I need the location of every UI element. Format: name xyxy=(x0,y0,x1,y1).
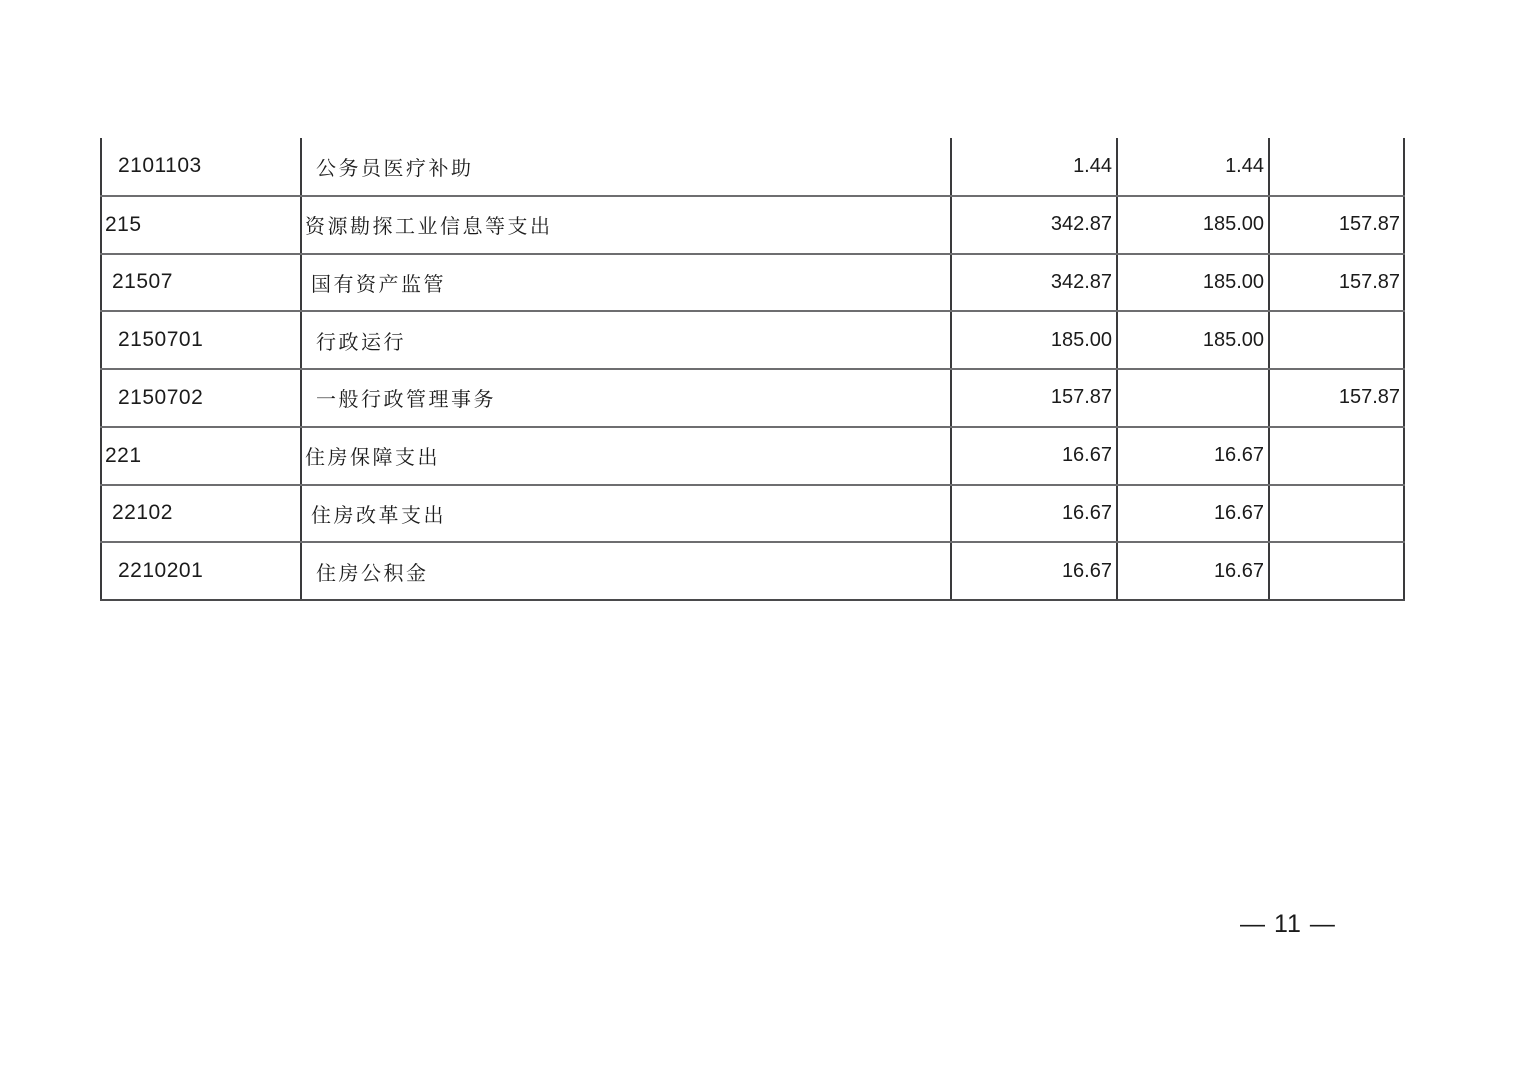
amount-cell xyxy=(1269,485,1404,543)
table-row xyxy=(101,254,1404,312)
amount-cell: 342.87 xyxy=(951,196,1117,254)
amount-cell: 185.00 xyxy=(1117,254,1269,312)
budget-code-cell: 221 xyxy=(101,427,301,485)
budget-item-name-cell: 资源勘探工业信息等支出 xyxy=(301,196,951,254)
table-row xyxy=(101,485,1404,543)
budget-item-name-cell: 住房改革支出 xyxy=(301,485,951,543)
amount-cell: 16.67 xyxy=(1117,427,1269,485)
amount-cell: 16.67 xyxy=(1117,542,1269,600)
budget-code-cell: 2150701 xyxy=(101,311,301,369)
amount-cell: 157.87 xyxy=(1269,369,1404,427)
amount-cell xyxy=(1117,369,1269,427)
budget-code-cell: 2101103 xyxy=(101,138,301,196)
budget-code-cell: 215 xyxy=(101,196,301,254)
budget-item-name-cell: 公务员医疗补助 xyxy=(301,138,951,196)
amount-cell: 16.67 xyxy=(951,427,1117,485)
budget-item-name-cell: 行政运行 xyxy=(301,311,951,369)
amount-cell: 16.67 xyxy=(951,485,1117,543)
budget-item-name-cell: 住房保障支出 xyxy=(301,427,951,485)
amount-cell: 157.87 xyxy=(1269,196,1404,254)
table-row xyxy=(101,542,1404,600)
budget-item-name-cell: 住房公积金 xyxy=(301,542,951,600)
budget-code-cell: 22102 xyxy=(101,485,301,543)
budget-code-cell: 21507 xyxy=(101,254,301,312)
budget-item-name-cell: 一般行政管理事务 xyxy=(301,369,951,427)
table-row xyxy=(101,196,1404,254)
budget-item-name-cell: 国有资产监管 xyxy=(301,254,951,312)
amount-cell xyxy=(1269,138,1404,196)
budget-table xyxy=(100,138,1405,601)
amount-cell xyxy=(1269,427,1404,485)
amount-cell: 16.67 xyxy=(951,542,1117,600)
table-row xyxy=(101,369,1404,427)
amount-cell xyxy=(1269,311,1404,369)
amount-cell: 1.44 xyxy=(1117,138,1269,196)
table-row xyxy=(101,138,1404,196)
table-row xyxy=(101,311,1404,369)
amount-cell: 157.87 xyxy=(951,369,1117,427)
amount-cell: 342.87 xyxy=(951,254,1117,312)
amount-cell xyxy=(1269,542,1404,600)
amount-cell: 16.67 xyxy=(1117,485,1269,543)
amount-cell: 185.00 xyxy=(1117,196,1269,254)
page-number: — 11 — xyxy=(1240,910,1336,938)
amount-cell: 185.00 xyxy=(951,311,1117,369)
table-row xyxy=(101,427,1404,485)
amount-cell: 185.00 xyxy=(1117,311,1269,369)
amount-cell: 157.87 xyxy=(1269,254,1404,312)
amount-cell: 1.44 xyxy=(951,138,1117,196)
budget-code-cell: 2150702 xyxy=(101,369,301,427)
budget-code-cell: 2210201 xyxy=(101,542,301,600)
